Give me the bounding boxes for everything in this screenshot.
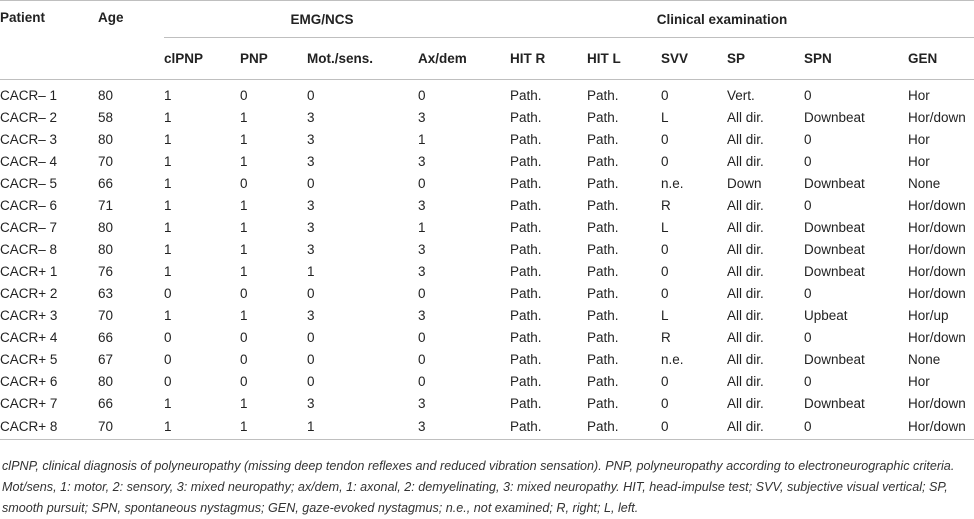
table-cell: 67 <box>98 351 114 367</box>
table-cell: 0 <box>307 329 315 345</box>
table-cell: None <box>908 175 941 191</box>
table-cell: 3 <box>418 414 510 440</box>
table-cell: 0 <box>661 395 669 411</box>
table-cell: Hor/down <box>908 219 966 235</box>
table-cell: Path. <box>510 329 542 345</box>
table-cell: Hor <box>908 131 930 147</box>
table-cell: Path. <box>587 351 619 367</box>
table-cell: CACR– 8 <box>0 241 58 257</box>
table-cell: CACR– 7 <box>0 219 58 235</box>
table-cell: Downbeat <box>804 175 865 191</box>
table-cell: Path. <box>510 175 542 191</box>
table-cell: 1 <box>307 414 418 440</box>
table-cell: Path. <box>587 373 619 389</box>
group-header-emg: EMG/NCS <box>164 1 510 38</box>
table-row <box>0 392 974 414</box>
table-cell: Path. <box>510 197 542 213</box>
table-row <box>0 106 974 128</box>
table-cell: 3 <box>307 241 315 257</box>
table-cell: 1 <box>164 197 172 213</box>
table-cell: L <box>661 219 669 235</box>
table-cell: n.e. <box>661 175 684 191</box>
table-cell: Downbeat <box>804 241 865 257</box>
table-cell: 3 <box>418 197 426 213</box>
table-cell: Path. <box>587 175 619 191</box>
table-row <box>0 172 974 194</box>
table-cell: 0 <box>418 175 426 191</box>
table-cell: All dir. <box>727 414 804 440</box>
table-cell: 0 <box>164 329 172 345</box>
table-cell: 3 <box>418 241 426 257</box>
table-cell: 1 <box>164 241 172 257</box>
col-header-hit-l: HIT L <box>587 38 661 80</box>
table-cell: Hor/down <box>908 414 974 440</box>
table-cell: Hor/down <box>908 109 966 125</box>
table-cell: All dir. <box>727 219 764 235</box>
table-cell: 1 <box>164 87 172 103</box>
table-cell: 1 <box>240 153 248 169</box>
table-cell: 0 <box>804 87 812 103</box>
table-cell: 3 <box>418 307 426 323</box>
table-cell: 0 <box>661 131 669 147</box>
table-cell: Hor/down <box>908 241 966 257</box>
table-cell: Hor/down <box>908 263 966 279</box>
table-cell: Path. <box>510 395 542 411</box>
table-cell: 0 <box>418 351 426 367</box>
table-cell: 1 <box>240 109 248 125</box>
table-cell: 63 <box>98 285 114 301</box>
table-cell: Path. <box>510 351 542 367</box>
table-cell: L <box>661 109 669 125</box>
table-cell: 0 <box>661 241 669 257</box>
table-cell: 0 <box>661 373 669 389</box>
table-cell: 0 <box>661 414 727 440</box>
table-cell: 1 <box>418 131 426 147</box>
table-cell: 1 <box>240 307 248 323</box>
table-cell: 0 <box>661 263 669 279</box>
table-cell: 3 <box>307 395 315 411</box>
table-cell: Path. <box>587 219 619 235</box>
table-cell: CACR+ 8 <box>0 414 98 440</box>
table-cell: All dir. <box>727 329 764 345</box>
table-cell: 0 <box>804 197 812 213</box>
table-cell: 0 <box>804 131 812 147</box>
col-header-sp: SP <box>727 38 804 80</box>
table-cell: 1 <box>418 219 426 235</box>
table-cell: 0 <box>307 351 315 367</box>
table-cell: 3 <box>307 153 315 169</box>
table-cell: 0 <box>418 373 426 389</box>
table-row <box>0 80 974 107</box>
table-cell: Path. <box>510 109 542 125</box>
table-cell: 0 <box>661 285 669 301</box>
table-cell: All dir. <box>727 153 764 169</box>
table-cell: 80 <box>98 87 114 103</box>
table-cell: Path. <box>587 285 619 301</box>
table-cell: 70 <box>98 153 114 169</box>
table-cell: Upbeat <box>804 307 848 323</box>
table-cell: Path. <box>587 241 619 257</box>
table-cell: All dir. <box>727 263 764 279</box>
table-cell: 0 <box>240 329 248 345</box>
group-header-clinical: Clinical examination <box>510 1 974 38</box>
table-cell: 58 <box>98 109 114 125</box>
table-cell: Hor/down <box>908 285 966 301</box>
table-cell: CACR– 4 <box>0 153 58 169</box>
table-cell: Path. <box>587 197 619 213</box>
table-cell: 0 <box>307 373 315 389</box>
table-cell: Path. <box>510 414 587 440</box>
table-cell: CACR– 2 <box>0 109 58 125</box>
table-row <box>0 194 974 216</box>
table-cell: 3 <box>418 109 426 125</box>
table-cell: CACR+ 7 <box>0 395 58 411</box>
table-cell: CACR+ 4 <box>0 329 58 345</box>
table-row <box>0 260 974 282</box>
table-cell: 1 <box>240 219 248 235</box>
table-cell: Path. <box>587 307 619 323</box>
table-cell: Hor/up <box>908 307 949 323</box>
table-cell: 0 <box>164 285 172 301</box>
table-cell: 1 <box>240 395 248 411</box>
table-cell: Path. <box>510 219 542 235</box>
table-cell: 1 <box>164 131 172 147</box>
table-cell: 1 <box>240 197 248 213</box>
col-header-ax-dem: Ax/dem <box>418 38 510 80</box>
table-cell: 3 <box>418 395 426 411</box>
table-row <box>0 304 974 326</box>
table-cell: Path. <box>587 395 619 411</box>
table-row <box>0 348 974 370</box>
table-cell: 0 <box>804 329 812 345</box>
table-cell: Path. <box>587 329 619 345</box>
table-cell: 0 <box>418 329 426 345</box>
table-cell: 66 <box>98 395 114 411</box>
col-header-gen: GEN <box>908 38 974 80</box>
table-cell: Path. <box>587 414 661 440</box>
table-cell: Downbeat <box>804 395 865 411</box>
table-cell: 0 <box>164 373 172 389</box>
table-cell: Path. <box>510 285 542 301</box>
table-cell: 0 <box>240 285 248 301</box>
table-cell: CACR– 3 <box>0 131 58 147</box>
table-cell: 0 <box>307 87 315 103</box>
table-cell: Path. <box>587 87 619 103</box>
table-cell: All dir. <box>727 241 764 257</box>
table-cell: 0 <box>804 285 812 301</box>
col-header-svv: SVV <box>661 38 727 80</box>
table-cell: 80 <box>98 241 114 257</box>
table-cell: 71 <box>98 197 114 213</box>
table-cell: 1 <box>164 109 172 125</box>
table-cell: CACR– 1 <box>0 87 58 103</box>
table-cell: 3 <box>307 109 315 125</box>
table-cell: All dir. <box>727 109 764 125</box>
col-header-pnp: PNP <box>240 38 307 80</box>
table-cell: L <box>661 307 669 323</box>
table-cell: 1 <box>164 175 172 191</box>
table-cell: 1 <box>164 414 240 440</box>
table-cell: 3 <box>418 263 426 279</box>
table-row <box>0 238 974 260</box>
table-cell: Downbeat <box>804 263 865 279</box>
table-cell: CACR+ 1 <box>0 263 58 279</box>
header-row-groups <box>0 1 974 38</box>
table-cell: CACR+ 5 <box>0 351 58 367</box>
table-cell: 0 <box>240 175 248 191</box>
table-cell: 0 <box>240 351 248 367</box>
table-cell: 3 <box>307 197 315 213</box>
table-cell: Path. <box>587 153 619 169</box>
table-cell: Downbeat <box>804 219 865 235</box>
table-cell: 3 <box>418 153 426 169</box>
table-cell: All dir. <box>727 197 764 213</box>
table-cell: 1 <box>164 219 172 235</box>
table-cell: Path. <box>510 373 542 389</box>
table-row <box>0 370 974 392</box>
table-cell: CACR+ 3 <box>0 307 58 323</box>
table-cell: 80 <box>98 131 114 147</box>
table-cell: 0 <box>661 153 669 169</box>
table-cell: 1 <box>240 131 248 147</box>
table-cell: 0 <box>307 285 315 301</box>
table-cell: 1 <box>164 307 172 323</box>
table-cell: Downbeat <box>804 351 865 367</box>
table-cell: R <box>661 197 671 213</box>
table-cell: Hor/down <box>908 197 966 213</box>
table-cell: None <box>908 351 941 367</box>
table-cell: 70 <box>98 307 114 323</box>
table-cell: 80 <box>98 219 114 235</box>
table-row <box>0 150 974 172</box>
table-cell: 1 <box>164 395 172 411</box>
table-cell: All dir. <box>727 373 764 389</box>
table-cell: All dir. <box>727 395 764 411</box>
table-cell: 3 <box>307 307 315 323</box>
table-cell: 0 <box>240 87 248 103</box>
col-header-patient: Patient <box>0 1 98 80</box>
table-cell: Downbeat <box>804 109 865 125</box>
table-cell: CACR– 5 <box>0 175 58 191</box>
table-cell: 0 <box>804 373 812 389</box>
table-cell: 66 <box>98 175 114 191</box>
table-cell: Hor <box>908 153 930 169</box>
table-cell: Path. <box>510 263 542 279</box>
col-header-mot-sens: Mot./sens. <box>307 38 418 80</box>
table-cell: 3 <box>307 219 315 235</box>
table-cell: 70 <box>98 414 164 440</box>
table-cell: 0 <box>307 175 315 191</box>
table-cell: Path. <box>587 131 619 147</box>
table-cell: Vert. <box>727 87 755 103</box>
table-cell: Hor/down <box>908 395 966 411</box>
table-cell: Hor <box>908 87 930 103</box>
table-cell: 0 <box>804 153 812 169</box>
table-row <box>0 128 974 150</box>
table-footnote: clPNP, clinical diagnosis of polyneuropathy (missing deep tendon reflexes and reduced vibration sensation). PNP, polyneuropathy according to electroneurographic criteria. Mot/sens, 1: motor, 2: sensory, 3: mixed neuropathy; ax/dem, 1: axonal, 2: demyelinating, 3: mixed neuropathy. HIT, head-impulse test; SVV, subjective visual vertical; SP, smooth pursuit; SPN, spontaneous nystagmus; GEN, gaze-evoked nystagmus; n.e., not examined; R, right; L, left. <box>2 459 955 515</box>
table-cell: Hor/down <box>908 329 966 345</box>
table-cell: 66 <box>98 329 114 345</box>
table-cell: 1 <box>240 414 307 440</box>
table-cell: Down <box>727 175 762 191</box>
table-cell: 3 <box>307 131 315 147</box>
col-header-spn: SPN <box>804 38 908 80</box>
table-cell: 0 <box>418 285 426 301</box>
table-cell: Path. <box>510 241 542 257</box>
table-cell: 0 <box>240 373 248 389</box>
table-cell: All dir. <box>727 307 764 323</box>
table-cell: Path. <box>587 263 619 279</box>
table-cell: All dir. <box>727 131 764 147</box>
table-cell: n.e. <box>661 351 684 367</box>
table-cell: 0 <box>164 351 172 367</box>
table-cell: 76 <box>98 263 114 279</box>
table-cell: CACR– 6 <box>0 197 58 213</box>
table-cell: 0 <box>804 414 908 440</box>
table-cell: 0 <box>661 87 669 103</box>
table-cell: 80 <box>98 373 114 389</box>
table-cell: R <box>661 329 671 345</box>
table-cell: All dir. <box>727 285 764 301</box>
table-cell: 0 <box>418 87 426 103</box>
table-row <box>0 282 974 304</box>
table-cell: Path. <box>510 153 542 169</box>
table-cell: 1 <box>164 153 172 169</box>
table-cell: Hor <box>908 373 930 389</box>
col-header-clpnp: clPNP <box>164 38 240 80</box>
table-cell: Path. <box>510 307 542 323</box>
table-row <box>0 216 974 238</box>
table-cell: 1 <box>164 263 172 279</box>
table-cell: CACR+ 2 <box>0 285 58 301</box>
table-body <box>0 80 974 440</box>
table-cell: Path. <box>587 109 619 125</box>
table-cell: Path. <box>510 87 542 103</box>
table-cell: 1 <box>307 263 315 279</box>
table-cell: Path. <box>510 131 542 147</box>
table-cell: 1 <box>240 241 248 257</box>
table-cell: All dir. <box>727 351 764 367</box>
table-row <box>0 414 974 440</box>
table-cell: CACR+ 6 <box>0 373 58 389</box>
col-header-hit-r: HIT R <box>510 38 587 80</box>
table-cell: 1 <box>240 263 248 279</box>
col-header-age: Age <box>98 1 164 80</box>
table-row <box>0 326 974 348</box>
